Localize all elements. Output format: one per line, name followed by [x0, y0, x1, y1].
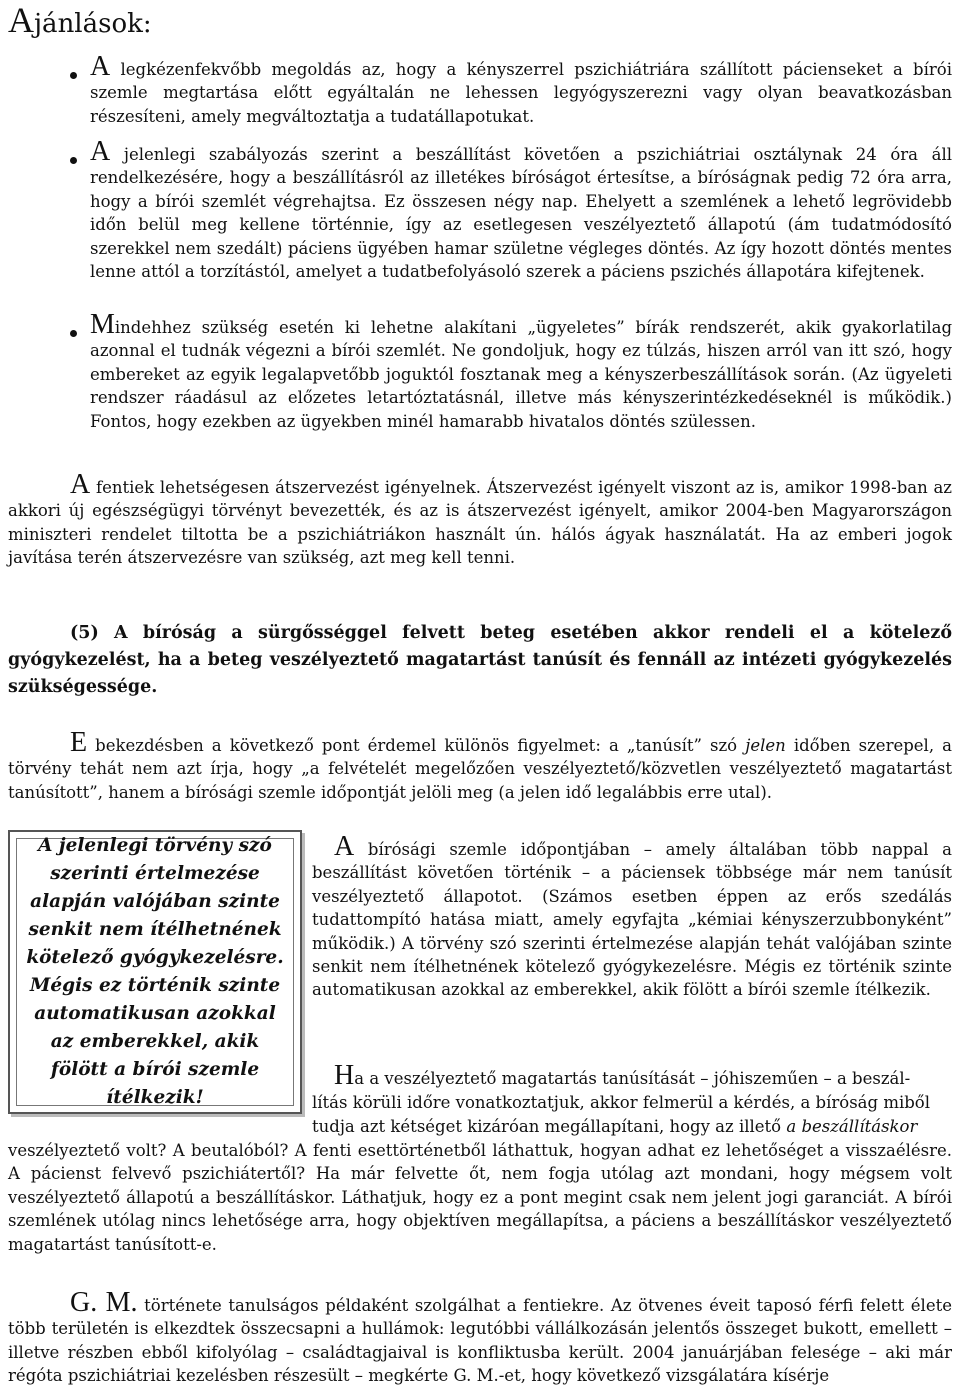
dropcap: G. M.	[70, 1287, 138, 1318]
section-heading: (5) A bíróság a sürgősséggel felvett beteg esetében akkor rendeli el a kötelező gyógykezelést, ha a beteg veszélyeztető magatartást tanúsít és fennáll az intézeti gyógykezelés szükségessége.	[8, 623, 952, 697]
paragraph-transfer-rest: veszélyeztető volt? A beutalóból? A fenti esettörténetből láthattuk, hogyan adhat ez lehetőséget a visszaélésre. A pácienst felvevő pszichiátertől? Ha már felvette őt, nem fogja utólag azt mondani, hogy mégsem volt veszélyeztető állapotú a beszállításkor. Láthatjuk, hogy ez a pont megint csak nem jelent jogi garanciát. A bírói szemlének utólag nincs lehetősége arra, hogy objektíven megállapítsa, a páciens a beszállításkor veszélyeztető magatartást tanúsított-e.	[8, 1141, 952, 1254]
paragraph-case-gm	[8, 1287, 952, 1388]
paragraph-text: a a veszélyeztető magatartás tanúsítását – jóhiszeműen – a beszál-	[354, 1069, 911, 1088]
paragraph-present-tense	[8, 727, 952, 804]
pull-quote-box	[8, 830, 302, 1114]
paragraph-text: tudja azt kétséget kizáróan megállapítani, hogy az illető	[312, 1117, 787, 1136]
pull-quote-inner-frame	[16, 835, 294, 1108]
title-initial: A	[8, 0, 34, 40]
paragraph-text: időben szerepel, a törvény tehát nem azt írja, hogy „a felvételét megelőzően veszélyeztető/közvetlen veszélyeztető magatartást tanúsított”, hanem a bírósági szemle időpontját jelöli meg (a jelen idő legalábbis erre utal).	[8, 736, 952, 802]
paragraph-restructuring	[8, 469, 952, 570]
dropcap: A	[70, 469, 91, 500]
bullet-icon	[70, 330, 77, 337]
paragraph-text: bekezdésben a következő pont érdemel különös figyelmet: a „tanúsít” szó	[87, 736, 746, 755]
bullet-icon	[70, 72, 77, 79]
recommendation-item-3	[90, 309, 952, 433]
paragraph-text: bírósági szemle időpontjában – amely általában több nappal a beszállítást követően történik – a páciensek többsége már nem tanúsít veszélyeztető állapotot. (Számos esetben éppen az erős szedálás tudattompító hatása miatt, amely egyfajta „kémiai kényszerzubbonyként” működik.) A törvény szó szerinti értelmezése alapján tehát valójában szinte senkit nem ítélhetnének kötelező gyógykezelésre. Mégis ez történik szinte automatikusan azokkal az emberekkel, akik fölött a bírói szemle ítélkezik.	[312, 840, 952, 1000]
dropcap: E	[70, 727, 88, 758]
dropcap: H	[334, 1060, 355, 1091]
paragraph-court-hearing	[312, 831, 952, 1002]
emphasis-text: a beszállításkor	[786, 1117, 918, 1136]
recommendation-item-2	[90, 136, 952, 283]
recommendation-text: legkézenfekvőbb megoldás az, hogy a kényszerrel pszichiátriára szállított pácienseket a bírói szemle megtartása előtt egyáltalán ne lehessen legyógyszerezni vagy olyan beavatkozásban részesíteni, amely megváltoztatja a tudatállapotukat.	[90, 60, 952, 126]
page-title	[8, 0, 152, 44]
recommendation-item-1	[90, 51, 952, 128]
paragraph-transfer-line-2: lítás körüli időre vonatkoztatjuk, akkor felmerül a kérdés, a bíróság miből	[312, 1093, 931, 1112]
dropcap: M	[90, 309, 115, 340]
title-rest: jánlások:	[34, 9, 152, 39]
recommendation-text: indehhez szükség esetén ki lehetne alakítani „ügyeletes” bírák rendszerét, akik gyakorlatilag azonnal el tudnák végezni a bírói szemlét. Ne gondoljuk, hogy ez túlzás, hiszen arról van itt szó, hogy embereket az egyik legalapvetőbb joguktól fosztanak meg a kényszerbeszállítások során. (Az ügyeleti rendszer ráadásul az előzetes letartóztatásnál, illetve más kényszerintézkedéseknél is működik.) Fontos, hogy ezekben az ügyekben minél hamarabb hivatalos döntés szülessen.	[90, 318, 952, 431]
paragraph-transfer-line-1	[312, 1060, 952, 1091]
dropcap: A	[334, 831, 355, 862]
paragraph-text: fentiek lehetségesen átszervezést igényelnek. Átszervezést igényelt viszont az is, amikor 1998-ban az akkori új egészségügyi törvényt bevezették, és az is átszervezést igényelt, amikor 2004-ben Magyarországon miniszteri rendelet tiltotta be a pszichiátriákon használt ún. hálós ágyak használatát. Ha az emberi jogok javítása terén átszervezésre van szükség, azt meg kell tenni.	[8, 478, 952, 568]
emphasis-text: jelen	[745, 736, 786, 755]
recommendation-text: jelenlegi szabályozás szerint a beszállítást követően a pszichiátriai osztálynak 24 óra áll rendelkezésére, hogy a beszállításról az illetékes bíróságot értesítse, a bíróságnak pedig 72 óra arra, hogy a bírói szemlét végrehajtsa. Ez összesen négy nap. Ehelyett a szemlének a lehető legrövidebb időn belül meg kellene történnie, így az esetlegesen veszélyeztető állapotú (ám tudatmódosító szerekkel nem szedált) páciens ügyében hamar születne végleges döntés. Az így hozott döntés mentes lenne attól a torzítástól, amelyet a tudatbefolyásoló szerek a páciens pszichés állapotára kifejtenek.	[90, 145, 952, 282]
pull-quote-text: A jelenlegi törvény szó szerinti értelmezése alapján valójában szinte senkit nem ítélhetnének kötelező gyógykezelésre. Mégis ez történik szinte automatikusan azokkal az emberekkel, akik fölött a bírói szemle ítélkezik!	[26, 835, 284, 1108]
dropcap: A	[90, 136, 111, 167]
dropcap: A	[90, 51, 111, 82]
paragraph-text: története tanulságos példaként szolgálhat a fentiekre. Az ötvenes éveit taposó férfi felett élete több területén is elkezdtek összecsapni a hullámok: legutóbbi vállálkozásán jelentős összeget bukott, emellett – illetve részben ebből kifolyólag – családtagjaival is konfliktusba került. 2004 januárjában felesége – aki már régóta pszichiátriai kezelésben részesült – megkérte G. M.-et, hogy következő vizsgálatára kísérje	[8, 1296, 952, 1386]
bullet-icon	[70, 157, 77, 164]
paragraph-transfer-line-3	[312, 1115, 952, 1138]
